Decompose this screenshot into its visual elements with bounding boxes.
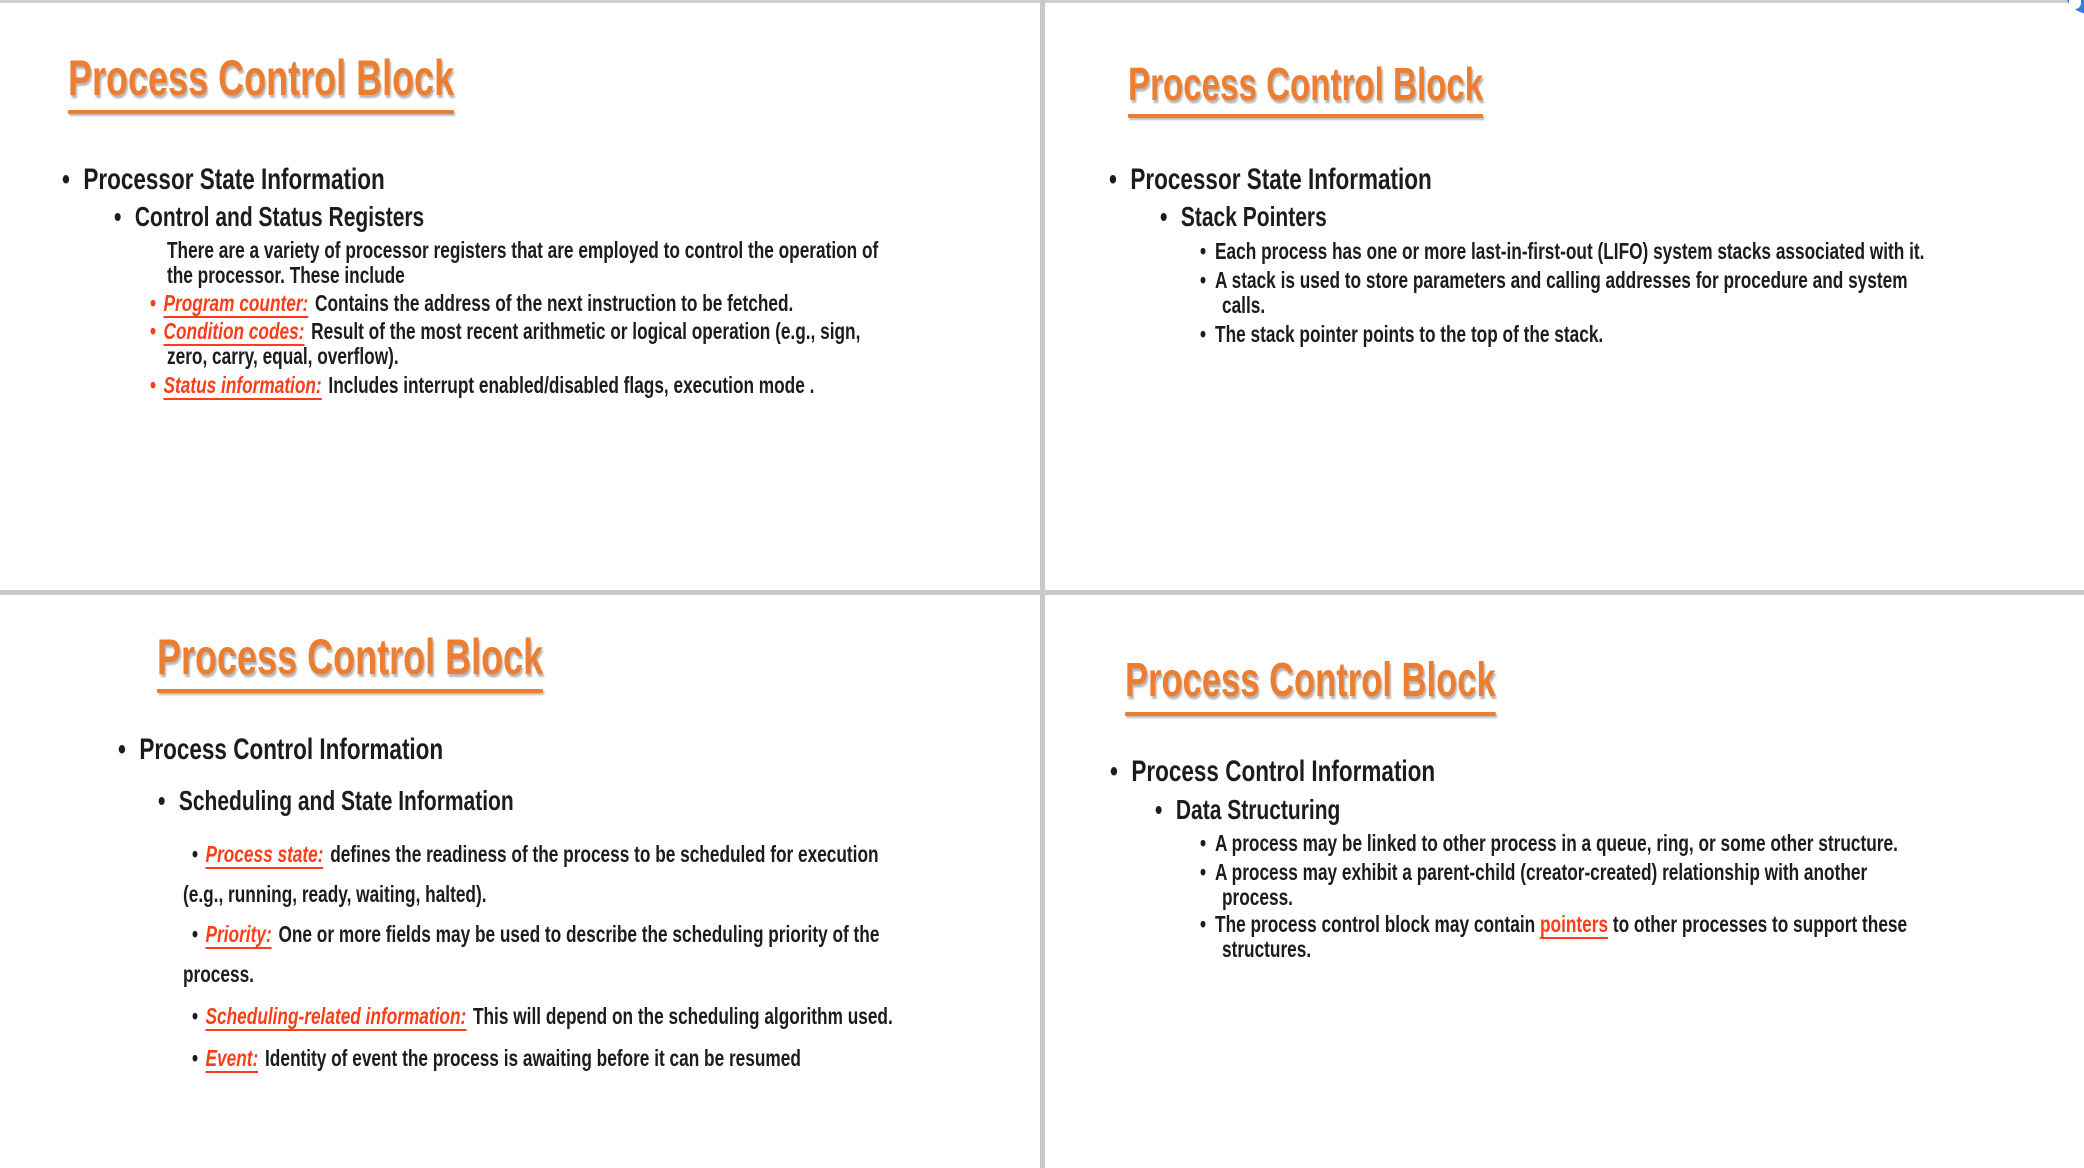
bullet-continuation bbox=[183, 882, 486, 906]
bullet-text: Control and Status Registers bbox=[134, 201, 425, 232]
bullet-text: Data Structuring bbox=[1175, 794, 1341, 825]
bullet-icon bbox=[192, 1004, 206, 1028]
bullet-continuation bbox=[1222, 885, 1293, 909]
bullet-continuation bbox=[1222, 937, 1311, 961]
bullet-icon bbox=[1160, 202, 1181, 231]
bullet-text: defines the readiness of the process to be scheduled for execution bbox=[330, 841, 879, 867]
bullet-continuation bbox=[183, 962, 254, 986]
term-label: Process state: bbox=[205, 841, 324, 867]
slide-title: Process Control Block bbox=[1128, 60, 1483, 118]
slide-title: Process Control Block bbox=[157, 631, 543, 693]
paragraph-line bbox=[167, 238, 878, 262]
bullet-text: structures. bbox=[1222, 936, 1312, 962]
slide-page-bottom-right bbox=[1045, 595, 2084, 1168]
bullet-level3 bbox=[150, 373, 814, 397]
bullet-icon bbox=[192, 922, 206, 946]
term-label: Scheduling-related information: bbox=[205, 1003, 467, 1029]
bullet-level3 bbox=[1200, 268, 1908, 292]
bullet-continuation bbox=[1222, 293, 1265, 317]
term-label: Priority: bbox=[205, 921, 272, 947]
bullet-icon bbox=[1110, 756, 1131, 788]
bullet-text: Result of the most recent arithmetic or logical operation (e.g., sign, bbox=[311, 318, 861, 344]
bullet-text: Includes interrupt enabled/disabled flags, execution mode . bbox=[328, 372, 815, 398]
bullet-level3 bbox=[1200, 831, 1898, 855]
bullet-text: process. bbox=[183, 961, 254, 987]
bullet-icon bbox=[118, 734, 139, 766]
slide-title: Process Control Block bbox=[1125, 656, 1496, 716]
bullet-level3 bbox=[192, 1046, 801, 1070]
bullet-text: Processor State Information bbox=[1130, 163, 1432, 196]
bullet-text: process. bbox=[1222, 884, 1293, 910]
bullet-icon bbox=[114, 202, 135, 231]
bullet-text: Processor State Information bbox=[83, 163, 385, 196]
bullet-text: Stack Pointers bbox=[1180, 201, 1327, 232]
bullet-text: calls. bbox=[1222, 292, 1266, 318]
bullet-level2 bbox=[114, 202, 424, 231]
bullet-icon bbox=[150, 373, 164, 397]
slide-page-bottom-left bbox=[0, 595, 1040, 1168]
bullet-level3 bbox=[150, 291, 793, 315]
page-divider-horizontal bbox=[0, 590, 2084, 595]
bullet-text: Process Control Information bbox=[1131, 755, 1436, 788]
bullet-level1 bbox=[62, 164, 385, 196]
bullet-icon bbox=[192, 842, 206, 866]
bullet-level3 bbox=[192, 842, 879, 866]
term-label: Event: bbox=[205, 1045, 259, 1071]
paragraph-text: the processor. These include bbox=[167, 262, 405, 288]
bullet-icon bbox=[1200, 860, 1215, 884]
bullet-text: zero, carry, equal, overflow). bbox=[167, 343, 399, 369]
bullet-text: A stack is used to store parameters and calling addresses for procedure and system bbox=[1215, 267, 1908, 293]
bullet-icon bbox=[1200, 268, 1215, 292]
bullet-icon bbox=[1200, 322, 1215, 346]
page-divider-vertical bbox=[1040, 0, 1045, 1168]
bullet-text: One or more fields may be used to describe the scheduling priority of the bbox=[278, 921, 880, 947]
bullet-icon bbox=[1200, 912, 1215, 936]
term-label: Condition codes: bbox=[163, 318, 305, 344]
bullet-level2 bbox=[1160, 202, 1327, 231]
bullet-level2 bbox=[158, 786, 514, 815]
bullet-icon bbox=[192, 1046, 206, 1070]
pointers-link: pointers bbox=[1540, 911, 1609, 937]
bullet-level3 bbox=[1200, 912, 1907, 936]
bullet-icon bbox=[1200, 831, 1215, 855]
bullet-text: A process may be linked to other process in a queue, ring, or some other structure. bbox=[1215, 830, 1898, 856]
bullet-text: The stack pointer points to the top of the stack. bbox=[1215, 321, 1604, 347]
bullet-icon bbox=[62, 164, 83, 196]
bullet-text: This will depend on the scheduling algorithm used. bbox=[472, 1003, 893, 1029]
slide-title: Process Control Block bbox=[68, 52, 454, 114]
bullet-text: Process Control Information bbox=[139, 733, 444, 766]
bullet-icon bbox=[1155, 795, 1176, 824]
bullet-level2 bbox=[1155, 795, 1340, 824]
bullet-text: Scheduling and State Information bbox=[178, 785, 514, 816]
bullet-icon bbox=[1109, 164, 1130, 196]
bullet-text: Identity of event the process is awaiting before it can be resumed bbox=[265, 1045, 801, 1071]
paragraph-text: There are a variety of processor registers that are employed to control the operation of bbox=[167, 237, 879, 263]
bullet-icon bbox=[1200, 239, 1215, 263]
bullet-icon bbox=[150, 291, 164, 315]
bullet-level3 bbox=[1200, 322, 1603, 346]
term-label: Program counter: bbox=[163, 290, 309, 316]
bullet-level3 bbox=[192, 1004, 893, 1028]
bullet-level3 bbox=[1200, 239, 1924, 263]
bullet-level3 bbox=[1200, 860, 1867, 884]
slide-page-top-right bbox=[1045, 3, 2084, 590]
bullet-text: Contains the address of the next instruction to be fetched. bbox=[315, 290, 794, 316]
bullet-level1 bbox=[1110, 756, 1435, 788]
bullet-icon bbox=[150, 319, 164, 343]
bullet-text: (e.g., running, ready, waiting, halted). bbox=[183, 881, 487, 907]
bullet-level1 bbox=[1109, 164, 1432, 196]
bullet-level3 bbox=[150, 319, 860, 343]
bullet-level3 bbox=[192, 922, 879, 946]
bullet-level1 bbox=[118, 734, 443, 766]
bullet-text: Each process has one or more last-in-first-out (LIFO) system stacks associated with it. bbox=[1215, 238, 1925, 264]
bullet-text: The process control block may contain bbox=[1215, 911, 1541, 937]
bullet-continuation bbox=[167, 344, 399, 368]
bullet-text: A process may exhibit a parent-child (creator-created) relationship with another bbox=[1215, 859, 1868, 885]
bullet-icon bbox=[158, 786, 179, 815]
paragraph-line bbox=[167, 263, 405, 287]
term-label: Status information: bbox=[163, 372, 322, 398]
slide-page-top-left bbox=[0, 3, 1040, 590]
bullet-text: to other processes to support these bbox=[1608, 911, 1908, 937]
